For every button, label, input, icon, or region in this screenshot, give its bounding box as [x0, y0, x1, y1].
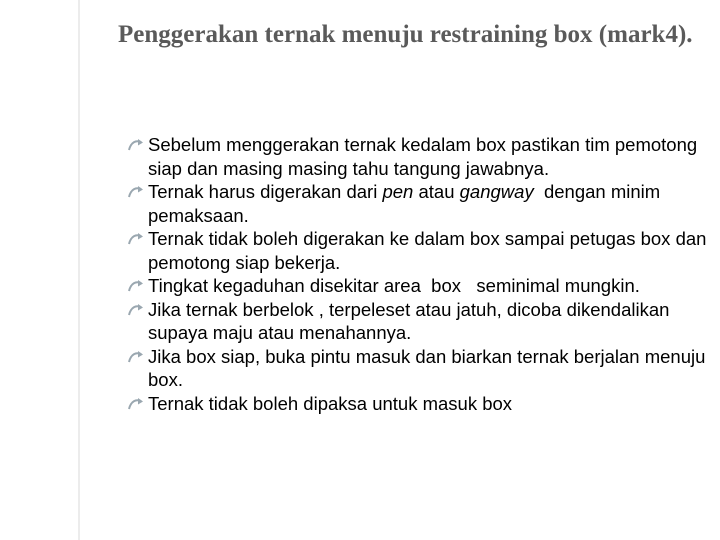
bullet-item	[128, 392, 708, 416]
bullet-text: Jika ternak berbelok , terpeleset atau jatuh, dicoba dikendalikan supaya maju atau menahannya.	[148, 298, 670, 343]
bullet-item	[128, 274, 708, 298]
bullet-text: Tingkat kegaduhan disekitar area box seminimal mungkin.	[148, 275, 640, 296]
bullet-text	[148, 181, 665, 226]
curved-arrow-bullet-icon	[128, 303, 144, 317]
slide-title: Penggerakan ternak menuju restraining box (mark4).	[118, 21, 693, 48]
curved-arrow-bullet-icon	[128, 397, 144, 411]
bullet-text: Ternak tidak boleh digerakan ke dalam box sampai petugas box dan pemotong siap bekerja.	[148, 228, 707, 273]
bullet-text-part: dengan minim pemaksaan.	[148, 181, 666, 226]
curved-arrow-bullet-icon	[128, 279, 144, 293]
curved-arrow-bullet-icon	[128, 350, 144, 364]
bullet-text: Ternak tidak boleh dipaksa untuk masuk box	[148, 392, 513, 414]
bullet-text-emphasis: gangway	[459, 181, 534, 202]
bullet-text-part: atau	[413, 181, 460, 202]
curved-arrow-bullet-icon	[128, 185, 144, 199]
bullet-list	[128, 133, 708, 415]
bullet-item	[128, 345, 708, 392]
bullet-text-emphasis: pen	[382, 181, 414, 202]
curved-arrow-bullet-icon	[128, 138, 144, 152]
curved-arrow-bullet-icon	[128, 232, 144, 246]
bullet-item	[128, 180, 708, 227]
bullet-item	[128, 133, 708, 180]
bullet-text: Sebelum menggerakan ternak kedalam box pastikan tim pemotong siap dan masing masing tahu tangung jawabnya.	[148, 134, 698, 179]
bullet-text: Jika box siap, buka pintu masuk dan biarkan ternak berjalan menuju box.	[148, 345, 706, 390]
bullet-item	[128, 298, 708, 345]
bullet-item	[128, 227, 708, 274]
bullet-text-part: Ternak harus digerakan dari	[148, 181, 383, 202]
